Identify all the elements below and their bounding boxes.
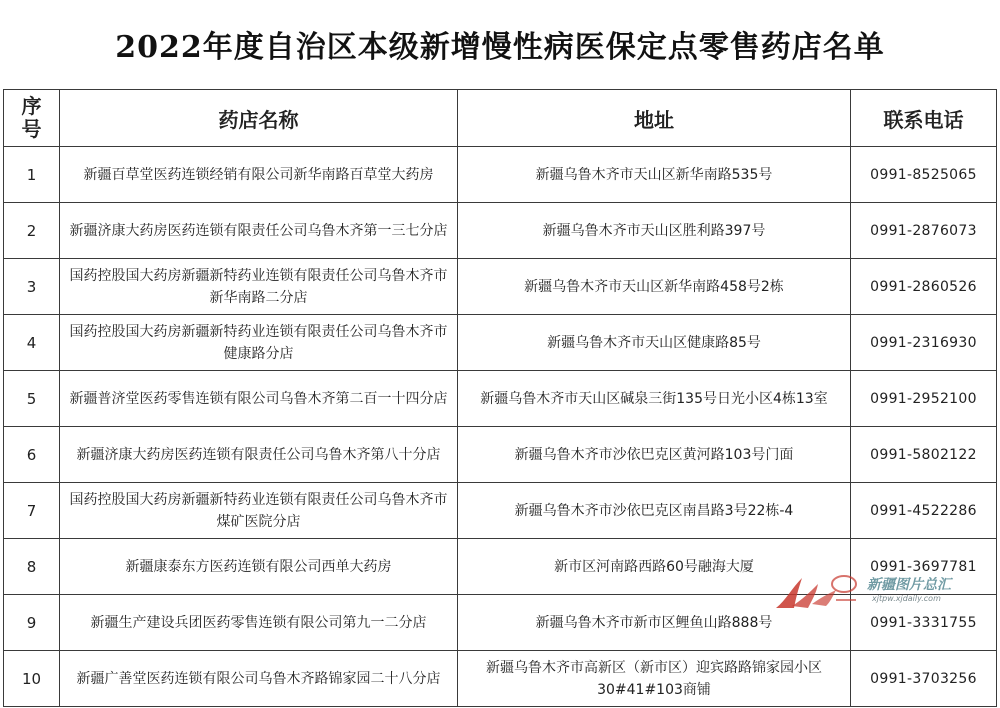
header-serial-number: 序号 xyxy=(4,90,60,147)
cell-serial-number: 6 xyxy=(4,427,60,483)
watermark-text: 新疆图片总汇 xyxy=(867,577,951,593)
cell-address: 新疆乌鲁木齐市天山区健康路85号 xyxy=(458,315,851,371)
cell-serial-number: 3 xyxy=(4,259,60,315)
table-row xyxy=(4,147,997,203)
cell-serial-number: 5 xyxy=(4,371,60,427)
cell-pharmacy-name: 国药控股国大药房新疆新特药业连锁有限责任公司乌鲁木齐市新华南路二分店 xyxy=(60,259,458,315)
table-row xyxy=(4,315,997,371)
cell-serial-number: 8 xyxy=(4,539,60,595)
cell-phone: 0991-2876073 xyxy=(851,203,997,259)
header-pharmacy-name: 药店名称 xyxy=(60,90,458,147)
table-row xyxy=(4,539,997,595)
table-row xyxy=(4,371,997,427)
cell-serial-number: 9 xyxy=(4,595,60,651)
cell-pharmacy-name: 新疆济康大药房医药连锁有限责任公司乌鲁木齐第八十分店 xyxy=(60,427,458,483)
cell-phone: 0991-8525065 xyxy=(851,147,997,203)
cell-phone: 0991-4522286 xyxy=(851,483,997,539)
cell-phone: 0991-2860526 xyxy=(851,259,997,315)
table-row xyxy=(4,259,997,315)
header-phone: 联系电话 xyxy=(851,90,997,147)
cell-address: 新疆乌鲁木齐市沙依巴克区黄河路103号门面 xyxy=(458,427,851,483)
cell-pharmacy-name: 新疆济康大药房医药连锁有限责任公司乌鲁木齐第一三七分店 xyxy=(60,203,458,259)
cell-serial-number: 1 xyxy=(4,147,60,203)
cell-address: 新疆乌鲁木齐市高新区（新市区）迎宾路路锦家园小区30#41#103商铺 xyxy=(458,651,851,707)
cell-phone: 0991-3703256 xyxy=(851,651,997,707)
cell-serial-number: 7 xyxy=(4,483,60,539)
table-row xyxy=(4,651,997,707)
cell-address: 新疆乌鲁木齐市天山区碱泉三街135号日光小区4栋13室 xyxy=(458,371,851,427)
cell-pharmacy-name: 新疆广善堂医药连锁有限公司乌鲁木齐路锦家园二十八分店 xyxy=(60,651,458,707)
cell-address: 新疆乌鲁木齐市新市区鲤鱼山路888号 xyxy=(458,595,851,651)
cell-address: 新疆乌鲁木齐市沙依巴克区南昌路3号22栋-4 xyxy=(458,483,851,539)
header-address: 地址 xyxy=(458,90,851,147)
table-row xyxy=(4,483,997,539)
cell-address: 新疆乌鲁木齐市天山区新华南路458号2栋 xyxy=(458,259,851,315)
cell-pharmacy-name: 新疆生产建设兵团医药零售连锁有限公司第九一二分店 xyxy=(60,595,458,651)
table-header-row xyxy=(4,90,997,147)
pharmacy-table xyxy=(3,89,997,707)
cell-serial-number: 10 xyxy=(4,651,60,707)
cell-phone: 0991-3697781 xyxy=(851,539,997,595)
cell-pharmacy-name: 新疆百草堂医药连锁经销有限公司新华南路百草堂大药房 xyxy=(60,147,458,203)
cell-phone: 0991-3331755 xyxy=(851,595,997,651)
cell-address: 新疆乌鲁木齐市天山区胜利路397号 xyxy=(458,203,851,259)
cell-address: 新市区河南路西路60号融海大厦 xyxy=(458,539,851,595)
cell-phone: 0991-5802122 xyxy=(851,427,997,483)
cell-pharmacy-name: 新疆康泰东方医药连锁有限公司西单大药房 xyxy=(60,539,458,595)
cell-phone: 0991-2316930 xyxy=(851,315,997,371)
cell-serial-number: 4 xyxy=(4,315,60,371)
page-title: 2022年度自治区本级新增慢性病医保定点零售药店名单 xyxy=(115,30,885,65)
cell-pharmacy-name: 国药控股国大药房新疆新特药业连锁有限责任公司乌鲁木齐市煤矿医院分店 xyxy=(60,483,458,539)
cell-phone: 0991-2952100 xyxy=(851,371,997,427)
cell-pharmacy-name: 新疆普济堂医药零售连锁有限公司乌鲁木齐第二百一十四分店 xyxy=(60,371,458,427)
table-row xyxy=(4,203,997,259)
cell-pharmacy-name: 国药控股国大药房新疆新特药业连锁有限责任公司乌鲁木齐市健康路分店 xyxy=(60,315,458,371)
cell-address: 新疆乌鲁木齐市天山区新华南路535号 xyxy=(458,147,851,203)
table-row xyxy=(4,595,997,651)
watermark-url: xjtpw.xjdaily.com xyxy=(872,594,941,603)
table-row xyxy=(4,427,997,483)
cell-serial-number: 2 xyxy=(4,203,60,259)
